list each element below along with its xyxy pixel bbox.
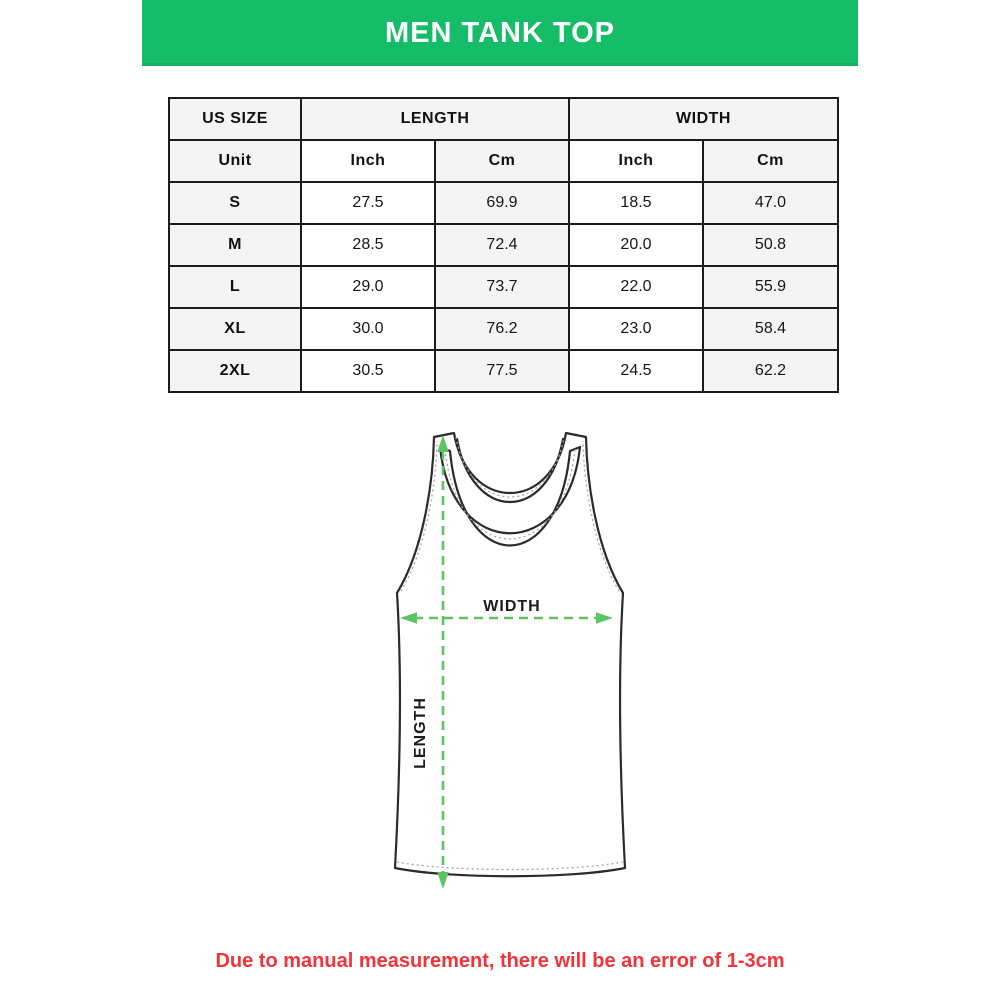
table-row [169, 266, 838, 308]
unit-header-cell: Unit [169, 140, 301, 182]
unit-cm-cell: Cm [435, 140, 569, 182]
table-row [169, 224, 838, 266]
size-cell: XL [169, 308, 301, 350]
value-cell: 77.5 [435, 350, 569, 392]
col-header-us-size: US SIZE [169, 98, 301, 140]
value-cell: 30.5 [301, 350, 435, 392]
measurement-note: Due to manual measurement, there will be an error of 1-3cm [215, 950, 785, 972]
table-unit-row [169, 140, 838, 182]
page-title: MEN TANK TOP [384, 16, 616, 49]
value-cell: 76.2 [435, 308, 569, 350]
value-cell: 23.0 [569, 308, 703, 350]
value-cell: 47.0 [703, 182, 838, 224]
unit-inch-cell: Inch [569, 140, 703, 182]
size-cell: L [169, 266, 301, 308]
title-banner [142, 0, 858, 66]
table-row [169, 350, 838, 392]
width-label: WIDTH [483, 598, 541, 615]
value-cell: 58.4 [703, 308, 838, 350]
size-cell: 2XL [169, 350, 301, 392]
tank-top-outline [395, 433, 625, 876]
arrow-down-icon [437, 872, 449, 889]
value-cell: 69.9 [435, 182, 569, 224]
value-cell: 50.8 [703, 224, 838, 266]
value-cell: 22.0 [569, 266, 703, 308]
value-cell: 29.0 [301, 266, 435, 308]
length-label: LENGTH [412, 697, 429, 769]
value-cell: 62.2 [703, 350, 838, 392]
value-cell: 28.5 [301, 224, 435, 266]
value-cell: 27.5 [301, 182, 435, 224]
tank-top-diagram [390, 425, 630, 895]
value-cell: 20.0 [569, 224, 703, 266]
col-header-length: LENGTH [301, 98, 569, 140]
size-cell: S [169, 182, 301, 224]
table-row [169, 182, 838, 224]
value-cell: 55.9 [703, 266, 838, 308]
table-row [169, 308, 838, 350]
unit-cm-cell: Cm [703, 140, 838, 182]
size-chart-table [168, 97, 839, 393]
table-group-header-row [169, 98, 838, 140]
value-cell: 73.7 [435, 266, 569, 308]
value-cell: 30.0 [301, 308, 435, 350]
size-cell: M [169, 224, 301, 266]
value-cell: 18.5 [569, 182, 703, 224]
value-cell: 72.4 [435, 224, 569, 266]
value-cell: 24.5 [569, 350, 703, 392]
unit-inch-cell: Inch [301, 140, 435, 182]
col-header-width: WIDTH [569, 98, 838, 140]
